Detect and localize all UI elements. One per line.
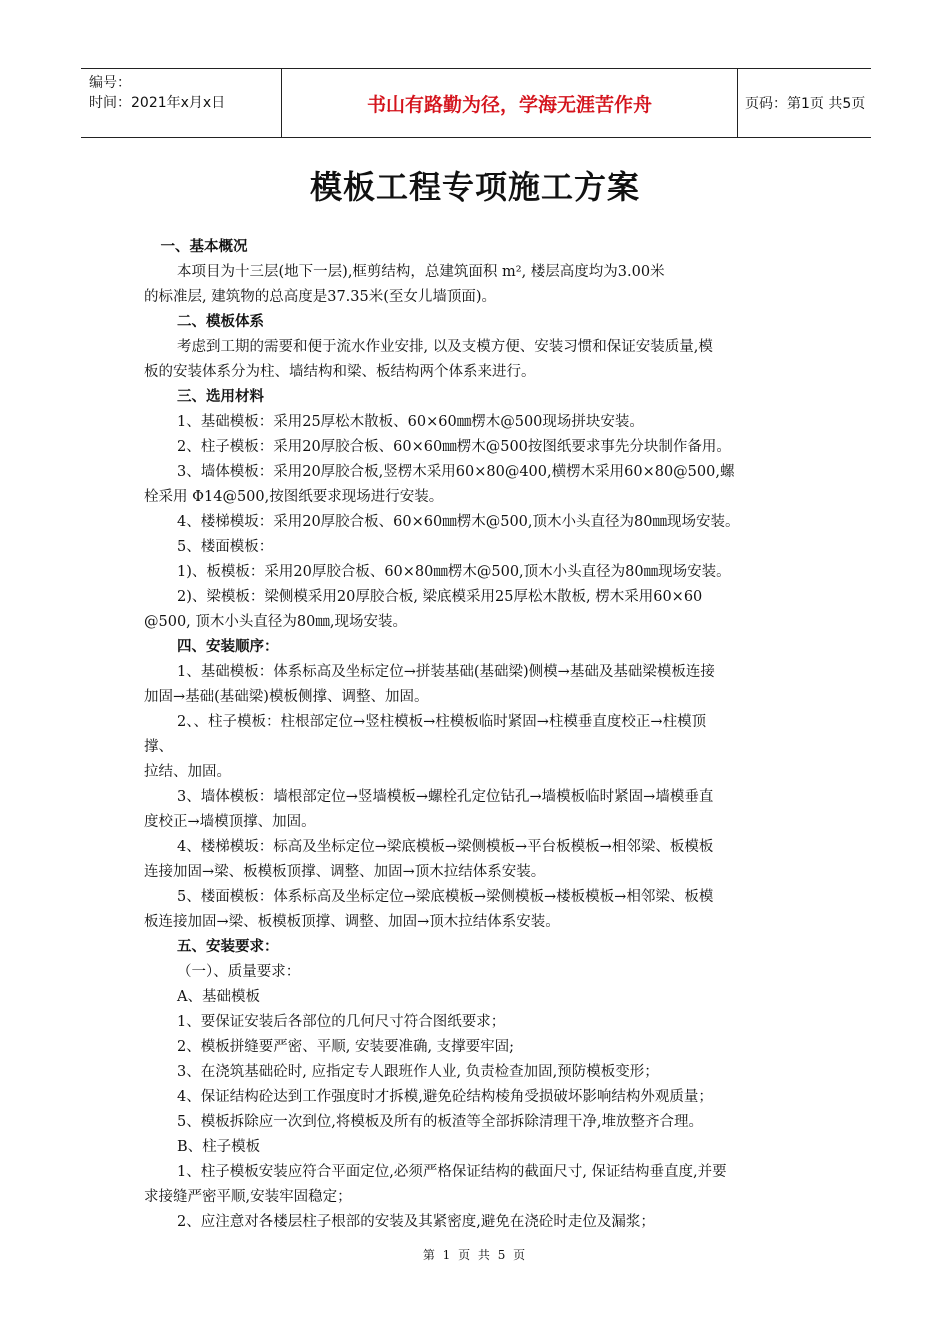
section-heading: 二、模板体系 — [177, 314, 264, 330]
paragraph-line: 2、模板拼缝要严密、平顺, 安装要准确, 支撑要牢固; — [177, 1039, 515, 1055]
paragraph-line: 撑、 — [144, 739, 173, 755]
section-heading: 一、基本概况 — [160, 239, 248, 255]
paragraph-line: 3、在浇筑基础砼时, 应指定专人跟班作人业, 负责检查加固,预防模板变形； — [177, 1064, 659, 1080]
paragraph-line: 1、基础模板：采用25厚松木散板、60×60㎜楞木@500现场拼块安装。 — [177, 414, 644, 430]
header-page-info: 页码：第1页 共5页 — [745, 96, 866, 112]
paragraph-line: （一）、质量要求： — [177, 964, 301, 980]
paragraph-line: 4、楼梯模坂：采用20厚胶合板、60×60㎜楞木@500,顶木小头直径为80㎜现场安装。 — [177, 514, 740, 530]
paragraph-line: 2、、柱子模板：柱根部定位→竖柱模板→柱模板临时紧固→柱模垂直度校正→柱模顶 — [177, 714, 707, 730]
paragraph-line: 5、模板拆除应一次到位,将模板及所有的板渣等全部拆除清理干净,堆放整齐合理。 — [177, 1114, 703, 1130]
paragraph-line: 1、要保证安装后各部位的几何尺寸符合图纸要求； — [177, 1014, 506, 1030]
paragraph-line: 拉结、加固。 — [144, 764, 231, 780]
page-header — [81, 68, 871, 138]
paragraph-line: 本项目为十三层(地下一层),框剪结构，总建筑面积 m², 楼层高度均为3.00米 — [177, 264, 665, 280]
paragraph-line: 4、保证结构砼达到工作强度时才拆模,避免砼结构棱角受损破坏影响结构外观质量； — [177, 1089, 713, 1105]
section-heading: 三、选用材料 — [177, 389, 264, 405]
paragraph-line: 板的安装体系分为柱、墙结构和梁、板结构两个体系来进行。 — [144, 364, 536, 380]
header-meta — [89, 73, 225, 113]
paragraph-line: 3、墙体模板：采用20厚胶合板,竖楞木采用60×80@400,横楞木采用60×80@500,螺 — [177, 464, 735, 480]
paragraph-line: 考虑到工期的需要和便于流水作业安排, 以及支模方便、安装习惯和保证安装质量,模 — [177, 339, 713, 355]
page-footer: 第 1 页 共 5 页 — [422, 1248, 528, 1262]
paragraph-line: 求接缝严密平顺,安装牢固稳定； — [144, 1189, 352, 1205]
paragraph-line: B、柱子模板 — [177, 1139, 261, 1155]
paragraph-line: 加固→基础(基础梁)模板侧撑、调整、加固。 — [144, 689, 429, 705]
paragraph-line: 4、楼梯模坂：标高及坐标定位→梁底模板→梁侧模板→平台板模板→相邻梁、板模板 — [177, 839, 714, 855]
paragraph-line: 1、基础模板：体系标高及坐标定位→拼装基础(基础梁)侧模→基础及基础梁模板连接 — [177, 664, 715, 680]
paragraph-line: 5、楼面模板：体系标高及坐标定位→梁底模板→梁侧模板→楼板模板→相邻梁、板模 — [177, 889, 714, 905]
paragraph-line: 1)、板模板：采用20厚胶合板、60×80㎜楞木@500,顶木小头直径为80㎜现场安装。 — [177, 564, 731, 580]
document-time: 时间：2021年x月x日 — [89, 95, 226, 111]
paragraph-line: 度校正→墙模顶撑、加固。 — [144, 814, 316, 830]
paragraph-line: 连接加固→梁、板模板顶撑、调整、加固→顶木拉结体系安装。 — [144, 864, 546, 880]
paragraph-line: @500, 顶木小头直径为80㎜,现场安装。 — [144, 614, 407, 630]
paragraph-line: 2)、梁模板：梁侧模采用20厚胶合板, 梁底模采用25厚松木散板, 楞木采用60×60 — [177, 589, 703, 605]
section-heading: 五、安装要求： — [177, 939, 279, 955]
paragraph-line: 栓采用 Φ14@500,按图纸要求现场进行安装。 — [144, 489, 444, 505]
header-motto: 书山有路勤为径，学海无涯苦作舟 — [281, 69, 738, 137]
paragraph-line: 1、柱子模板安装应符合平面定位,必须严格保证结构的截面尺寸, 保证结构垂直度,并要 — [177, 1164, 727, 1180]
document-title: 模板工程专项施工方案 — [309, 168, 640, 206]
paragraph-line: 板连接加固→梁、板模板顶撑、调整、加固→顶木拉结体系安装。 — [144, 914, 560, 930]
paragraph-line: 3、墙体模板：墙根部定位→竖墙模板→螺栓孔定位钻孔→墙模板临时紧固→墙模垂直 — [177, 789, 714, 805]
paragraph-line: 2、应注意对各楼层柱子根部的安装及其紧密度,避免在浇砼时走位及漏浆； — [177, 1214, 655, 1230]
paragraph-line: 2、柱子模板：采用20厚胶合板、60×60㎜楞木@500按图纸要求事先分块制作备用。 — [177, 439, 731, 455]
paragraph-line: A、基础模板 — [177, 989, 260, 1005]
paragraph-line: 的标准层, 建筑物的总高度是37.35米(至女儿墙顶面)。 — [144, 289, 497, 305]
paragraph-line: 5、楼面模板： — [177, 539, 274, 555]
section-heading: 四、安装顺序： — [177, 639, 279, 655]
document-number-label: 编号： — [89, 75, 131, 91]
document-body — [144, 235, 808, 1235]
